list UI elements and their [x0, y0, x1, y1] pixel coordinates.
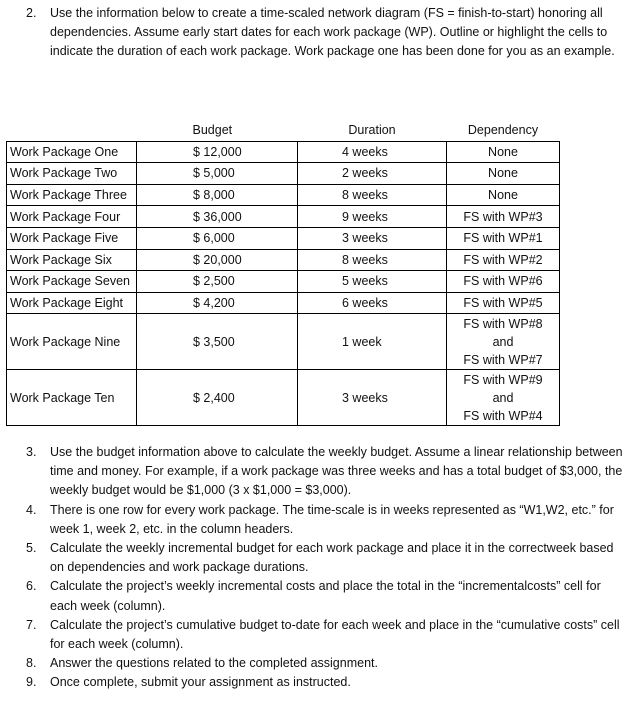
- instruction-text: Answer the questions related to the completed assignment.: [50, 656, 378, 671]
- table-row: [7, 206, 560, 228]
- instruction-number: 3.: [26, 445, 37, 459]
- work-package-budget: $ 4,200: [137, 292, 298, 314]
- work-package-dependency: [447, 206, 560, 228]
- dependency-line: and: [492, 390, 514, 405]
- work-package-duration: 1 week: [298, 314, 447, 370]
- work-package-duration: 4 weeks: [298, 141, 447, 163]
- work-package-table: [6, 120, 560, 426]
- instruction-number: 6.: [26, 579, 37, 594]
- dependency-line: and: [492, 334, 514, 349]
- header-duration: Duration: [348, 123, 396, 138]
- work-package-duration: 8 weeks: [298, 184, 447, 206]
- work-package-budget: $ 5,000: [137, 163, 298, 185]
- work-package-name: Work Package One: [7, 141, 137, 163]
- instruction-number: 7.: [26, 617, 37, 632]
- instruction-item: [26, 616, 626, 654]
- header-budget: Budget: [192, 123, 233, 138]
- table-row: [7, 184, 560, 206]
- work-package-dependency: [447, 314, 560, 370]
- dependency-line: FS with WP#8: [463, 316, 543, 331]
- table-row: [7, 227, 560, 249]
- work-package-name: Work Package Five: [7, 227, 137, 249]
- instruction-text: There is one row for every work package. The time-scale is in weeks represented as “W1,W2, etc.” for week 1, week 2, etc. in the column headers.: [50, 502, 614, 536]
- table-row: [7, 292, 560, 314]
- question-text: Use the information below to create a time-scaled network diagram (FS = finish-to-start) honoring all dependencies. Assume early start dates for each work package (WP). Outline or highlight the cells to indicate the duration of each work package. Work package one has been done for you as an example.: [50, 6, 615, 58]
- work-package-dependency: [447, 249, 560, 271]
- work-package-dependency: [447, 370, 560, 426]
- work-package-name: Work Package Four: [7, 206, 137, 228]
- instruction-item: [26, 673, 626, 692]
- work-package-name: Work Package Eight: [7, 292, 137, 314]
- instruction-text: Once complete, submit your assignment as instructed.: [50, 675, 351, 690]
- work-package-budget: $ 2,400: [137, 370, 298, 426]
- work-package-dependency: [447, 184, 560, 206]
- instruction-text: Calculate the project’s weekly incremental costs and place the total in the “incrementalcosts” cell for each week (column).: [50, 579, 601, 613]
- instruction-number: 5.: [26, 541, 37, 556]
- instruction-text: Use the budget information above to calculate the weekly budget. Assume a linear relationship between time and money. For example, if a work package was three weeks and has a total budget of $3,000, the weekly budget would be $1,000 (3 x $1,000 = $3,000).: [50, 445, 623, 498]
- work-package-duration: 3 weeks: [298, 370, 447, 426]
- dependency-line: None: [488, 144, 518, 159]
- instruction-item: [26, 577, 626, 615]
- work-package-dependency: [447, 163, 560, 185]
- instruction-text: Calculate the project’s cumulative budget to-date for each week and place in the “cumulative costs” cell for each week (column).: [50, 617, 620, 652]
- work-package-duration: 9 weeks: [298, 206, 447, 228]
- table-header-row: [7, 120, 560, 141]
- dependency-line: FS with WP#1: [463, 231, 543, 246]
- work-package-duration: 2 weeks: [298, 163, 447, 185]
- work-package-dependency: [447, 227, 560, 249]
- dependency-line: FS with WP#4: [463, 408, 543, 423]
- instruction-item: [26, 443, 626, 501]
- work-package-budget: $ 36,000: [137, 206, 298, 228]
- dependency-line: None: [488, 188, 518, 203]
- work-package-budget: $ 6,000: [137, 227, 298, 249]
- work-package-budget: $ 12,000: [137, 141, 298, 163]
- dependency-line: None: [488, 166, 518, 181]
- instruction-number: 9.: [26, 675, 37, 690]
- header-dependency: Dependency: [467, 123, 539, 138]
- work-package-duration: 5 weeks: [298, 271, 447, 293]
- instruction-number: 4.: [26, 502, 37, 517]
- dependency-line: FS with WP#3: [463, 209, 543, 224]
- work-package-rows: [7, 141, 560, 426]
- dependency-line: FS with WP#2: [463, 252, 543, 267]
- work-package-dependency: [447, 141, 560, 163]
- instruction-text: Calculate the weekly incremental budget for each work package and place it in the correctweek based on dependencies and work package durations.: [50, 541, 614, 575]
- table-row: [7, 163, 560, 185]
- work-package-duration: 3 weeks: [298, 227, 447, 249]
- work-package-name: Work Package Three: [7, 184, 137, 206]
- work-package-dependency: [447, 271, 560, 293]
- table-row: [7, 271, 560, 293]
- table-row: [7, 314, 560, 370]
- work-package-name: Work Package Six: [7, 249, 137, 271]
- header-name: [7, 120, 137, 141]
- instruction-item: [26, 654, 626, 673]
- instruction-item: [26, 539, 626, 577]
- work-package-budget: $ 3,500: [137, 314, 298, 370]
- work-package-name: Work Package Seven: [7, 271, 137, 293]
- dependency-line: FS with WP#9: [463, 372, 543, 387]
- dependency-line: FS with WP#5: [463, 296, 543, 311]
- dependency-line: FS with WP#7: [463, 352, 543, 367]
- work-package-budget: $ 2,500: [137, 271, 298, 293]
- table-row: [7, 370, 560, 426]
- work-package-name: Work Package Two: [7, 163, 137, 185]
- instruction-list: [26, 443, 626, 693]
- table-row: [7, 141, 560, 163]
- dependency-line: FS with WP#6: [463, 274, 543, 289]
- work-package-name: Work Package Nine: [7, 314, 137, 370]
- question-number: 2.: [26, 6, 37, 20]
- work-package-duration: 8 weeks: [298, 249, 447, 271]
- instruction-number: 8.: [26, 656, 37, 671]
- work-package-dependency: [447, 292, 560, 314]
- table-row: [7, 249, 560, 271]
- work-package-budget: $ 8,000: [137, 184, 298, 206]
- work-package-name: Work Package Ten: [7, 370, 137, 426]
- work-package-budget: $ 20,000: [137, 249, 298, 271]
- instruction-item: [26, 501, 626, 539]
- work-package-duration: 6 weeks: [298, 292, 447, 314]
